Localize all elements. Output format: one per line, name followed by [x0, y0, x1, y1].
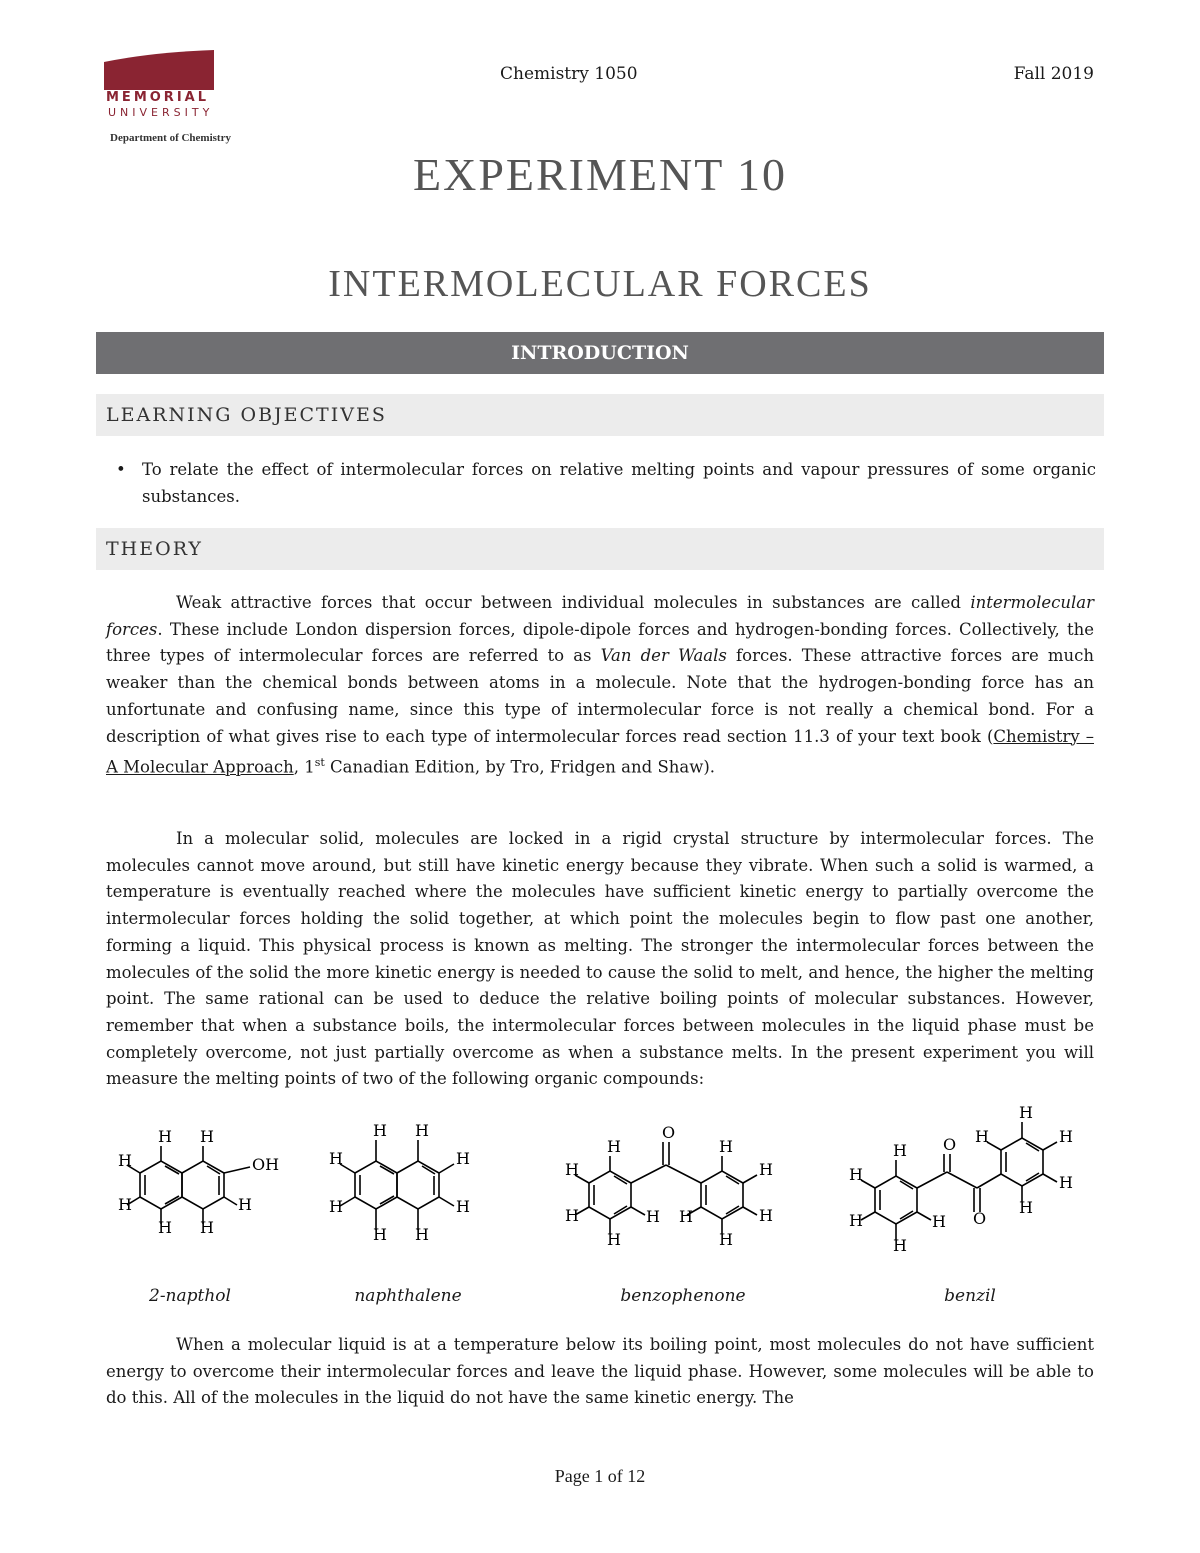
atom-h: H: [158, 1127, 172, 1146]
theory-paragraph-1: Weak attractive forces that occur between individual molecules in substances are called intermolecular forces. These include London dispersion forces, dipole-dipole forces and hydrogen-bonding forces. Collectively, the three types of intermolecular forces are referred to as Van der Waals forces. These attractive forces are much weaker than the chemical bonds between atoms in a molecule. Note that the hydrogen-bonding force has an unfortunate and confusing name, since this type of intermolecular force is not really a chemical bond. For a description of what gives rise to each type of intermolecular forces read section 11.3 of your text book (Chemistry – A Molecular Approach, 1st Canadian Edition, by Tro, Fridgen and Shaw).: [106, 593, 1095, 777]
atom-h: H: [373, 1225, 387, 1244]
structure-naphthalene: [315, 1100, 485, 1260]
atom-h: H: [329, 1197, 343, 1216]
atom-h: H: [849, 1211, 863, 1230]
logo-wordmark: MEMORIAL: [106, 90, 209, 105]
atom-h: H: [759, 1160, 773, 1179]
atom-h: H: [329, 1149, 343, 1168]
atom-h: H: [975, 1127, 989, 1146]
objective-list: [106, 456, 1096, 510]
molecule-caption: 2-napthol: [149, 1286, 231, 1306]
university-logo: [104, 50, 254, 150]
term-intermolecular-forces: intermolecular forces: [106, 593, 1094, 639]
section-heading-theory: THEORY: [96, 528, 1104, 570]
term-van-der-waals: Van der Waals: [600, 646, 727, 666]
logo-subwordmark: UNIVERSITY: [108, 106, 214, 119]
atom-h: H: [565, 1206, 579, 1225]
molecule-caption: naphthalene: [354, 1286, 462, 1306]
page-subtitle: INTERMOLECULAR FORCES: [328, 263, 872, 305]
atom-h: H: [893, 1141, 907, 1160]
atom-h: H: [158, 1218, 172, 1237]
atom-h: H: [646, 1207, 660, 1226]
atom-h: H: [456, 1197, 470, 1216]
structure-2-napthol: [100, 1100, 290, 1260]
atom-h: H: [118, 1151, 132, 1170]
atom-h: H: [679, 1207, 693, 1226]
atom-h: H: [373, 1121, 387, 1140]
atom-h: H: [719, 1137, 733, 1156]
page-footer: Page 1 of 12: [554, 1466, 646, 1486]
atom-h: H: [118, 1195, 132, 1214]
atom-h: H: [893, 1236, 907, 1255]
atom-h: H: [849, 1165, 863, 1184]
atom-h: H: [1059, 1173, 1073, 1192]
atom-h: H: [1019, 1198, 1033, 1217]
atom-o: O: [973, 1209, 987, 1228]
atom-oh: OH: [252, 1155, 280, 1174]
theory-paragraph-2: In a molecular solid, molecules are locked in a rigid crystal structure by intermolecular forces. The molecules cannot move around, but still have kinetic energy because they vibrate. When such a solid is warmed, a temperature is eventually reached where the molecules have sufficient kinetic energy to partially overcome the intermolecular forces holding the solid together, at which point the molecules begin to flow past one another, forming a liquid. This physical process is known as melting. The stronger the intermolecular forces between the molecules of the solid the more kinetic energy is needed to cause the solid to melt, and hence, the higher the melting point. The same rational can be used to deduce the relative boiling points of molecular substances. However, remember that when a substance boils, the intermolecular forces between molecules in the liquid phase must be completely overcome, not just partially overcome as when a substance melts. In the present experiment you will measure the melting points of two of the following organic compounds:: [106, 829, 1094, 1089]
section-heading-introduction: INTRODUCTION: [96, 332, 1104, 374]
structure-benzophenone: [555, 1100, 785, 1260]
atom-h: H: [415, 1121, 429, 1140]
logo-banner-shape: [104, 50, 214, 90]
atom-o: O: [662, 1123, 676, 1142]
atom-o: O: [943, 1135, 957, 1154]
molecule-caption: benzil: [944, 1286, 996, 1306]
molecule-caption: benzophenone: [620, 1286, 746, 1306]
term: Fall 2019: [1013, 64, 1094, 84]
atom-h: H: [759, 1206, 773, 1225]
section-heading-learning-objectives: LEARNING OBJECTIVES: [96, 394, 1104, 436]
department-name: Department of Chemistry: [110, 132, 231, 144]
theory-paragraph-3: When a molecular liquid is at a temperature below its boiling point, most molecules do not have sufficient energy to overcome their intermolecular forces and leave the liquid phase. However, some molecules will be able to do this. All of the molecules in the liquid do not have the same kinetic energy. The: [106, 1335, 1094, 1408]
atom-h: H: [1059, 1127, 1073, 1146]
page-number: 1: [594, 1466, 604, 1486]
atom-h: H: [200, 1127, 214, 1146]
atom-h: H: [456, 1149, 470, 1168]
atom-h: H: [607, 1230, 621, 1249]
atom-h: H: [607, 1137, 621, 1156]
bullet-icon: •: [116, 460, 126, 479]
atom-h: H: [719, 1230, 733, 1249]
textbook-title: Chemistry – A Molecular Approach: [106, 726, 1094, 777]
page-total: 12: [627, 1466, 646, 1486]
structure-benzil: [835, 1100, 1085, 1275]
atom-h: H: [415, 1225, 429, 1244]
atom-h: H: [200, 1218, 214, 1237]
course-name: Chemistry 1050: [500, 64, 638, 84]
atom-h: H: [932, 1212, 946, 1231]
atom-h: H: [238, 1195, 252, 1214]
atom-h: H: [1019, 1103, 1033, 1122]
objective-item: To relate the effect of intermolecular forces on relative melting points and vapour pressures of some organic substances.: [142, 460, 1096, 506]
atom-h: H: [565, 1160, 579, 1179]
page-title: EXPERIMENT 10: [413, 149, 787, 200]
